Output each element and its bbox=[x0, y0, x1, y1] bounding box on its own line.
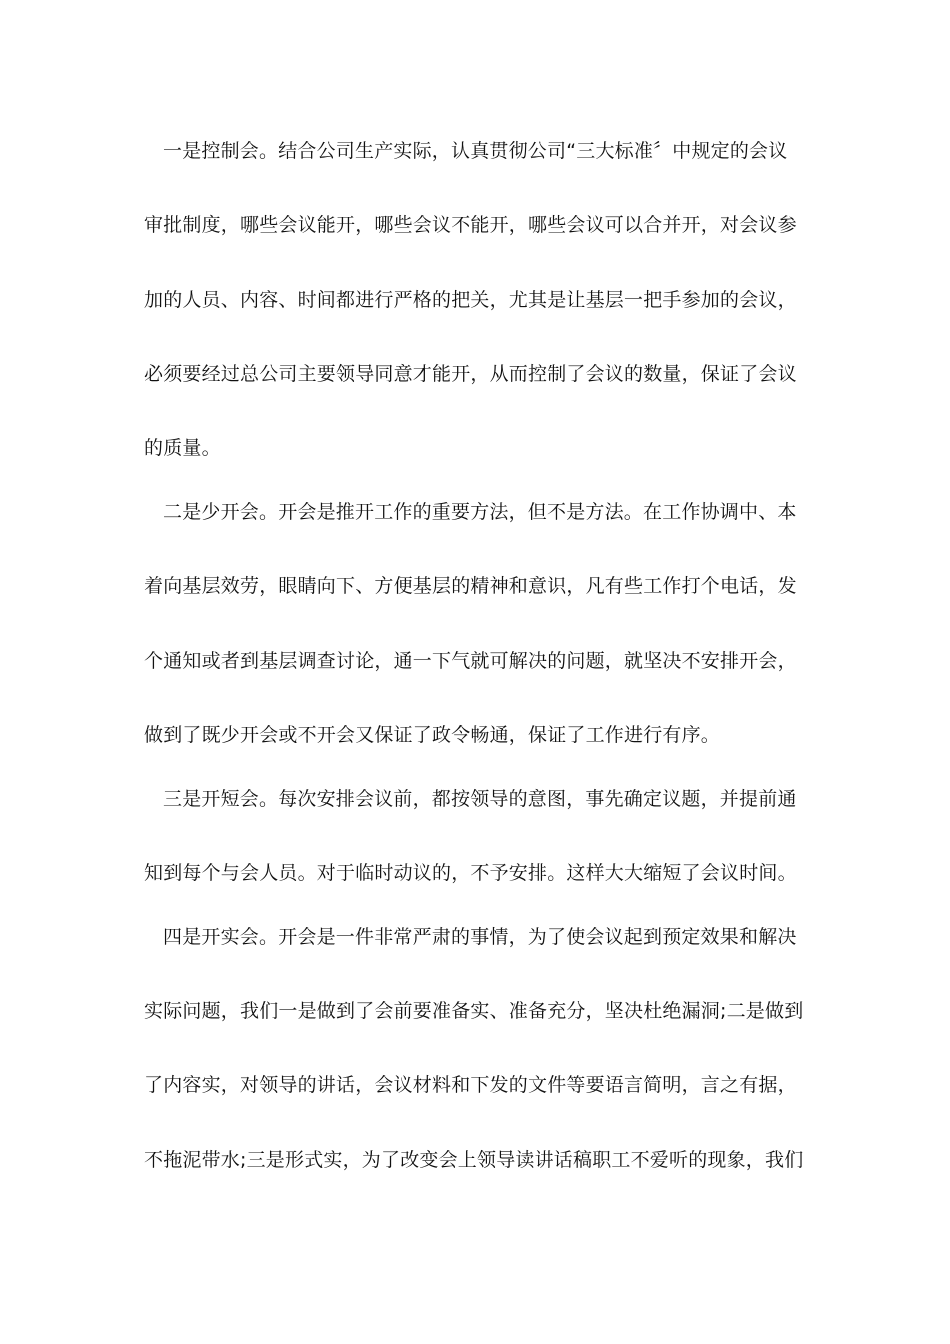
paragraph-2-line-3: 个通知或者到基层调查讨论，通一下气就可解决的问题，就坚决不安排开会， bbox=[144, 650, 797, 672]
paragraph-3-line-2: 知到每个与会人员。对于临时动议的，不予安排。这样大大缩短了会议时间。 bbox=[144, 862, 797, 884]
paragraph-1-line-3: 加的人员、内容、时间都进行严格的把关，尤其是让基层一把手参加的会议， bbox=[144, 289, 797, 311]
paragraph-4-line-4: 不拖泥带水;三是形式实，为了改变会上领导读讲话稿职工不爱听的现象，我们 bbox=[144, 1149, 804, 1171]
paragraph-1-line-5: 的质量。 bbox=[144, 437, 221, 459]
paragraph-1-line-4: 必须要经过总公司主要领导同意才能开，从而控制了会议的数量，保证了会议 bbox=[144, 363, 797, 385]
paragraph-4-line-3: 了内容实，对领导的讲话，会议材料和下发的文件等要语言简明，言之有据， bbox=[144, 1074, 797, 1096]
paragraph-2-line-2: 着向基层效劳，眼睛向下、方便基层的精神和意识，凡有些工作打个电话，发 bbox=[144, 575, 797, 597]
paragraph-3-line-1: 三是开短会。每次安排会议前，都按领导的意图，事先确定议题，并提前通 bbox=[163, 788, 797, 810]
paragraph-2-line-4: 做到了既少开会或不开会又保证了政令畅通，保证了工作进行有序。 bbox=[144, 724, 721, 746]
paragraph-1-line-2: 审批制度，哪些会议能开，哪些会议不能开，哪些会议可以合并开，对会议参 bbox=[144, 214, 797, 236]
paragraph-4-line-1: 四是开实会。开会是一件非常严肃的事情，为了使会议起到预定效果和解决 bbox=[163, 926, 797, 948]
paragraph-4-line-2: 实际问题，我们一是做到了会前要准备实、准备充分，坚决杜绝漏洞;二是做到 bbox=[144, 1000, 804, 1022]
paragraph-1-line-1: 一是控制会。结合公司生产实际，认真贯彻公司“三大标准〞中规定的会议 bbox=[163, 140, 788, 162]
paragraph-2-line-1: 二是少开会。开会是推开工作的重要方法，但不是方法。在工作协调中、本 bbox=[163, 501, 797, 523]
